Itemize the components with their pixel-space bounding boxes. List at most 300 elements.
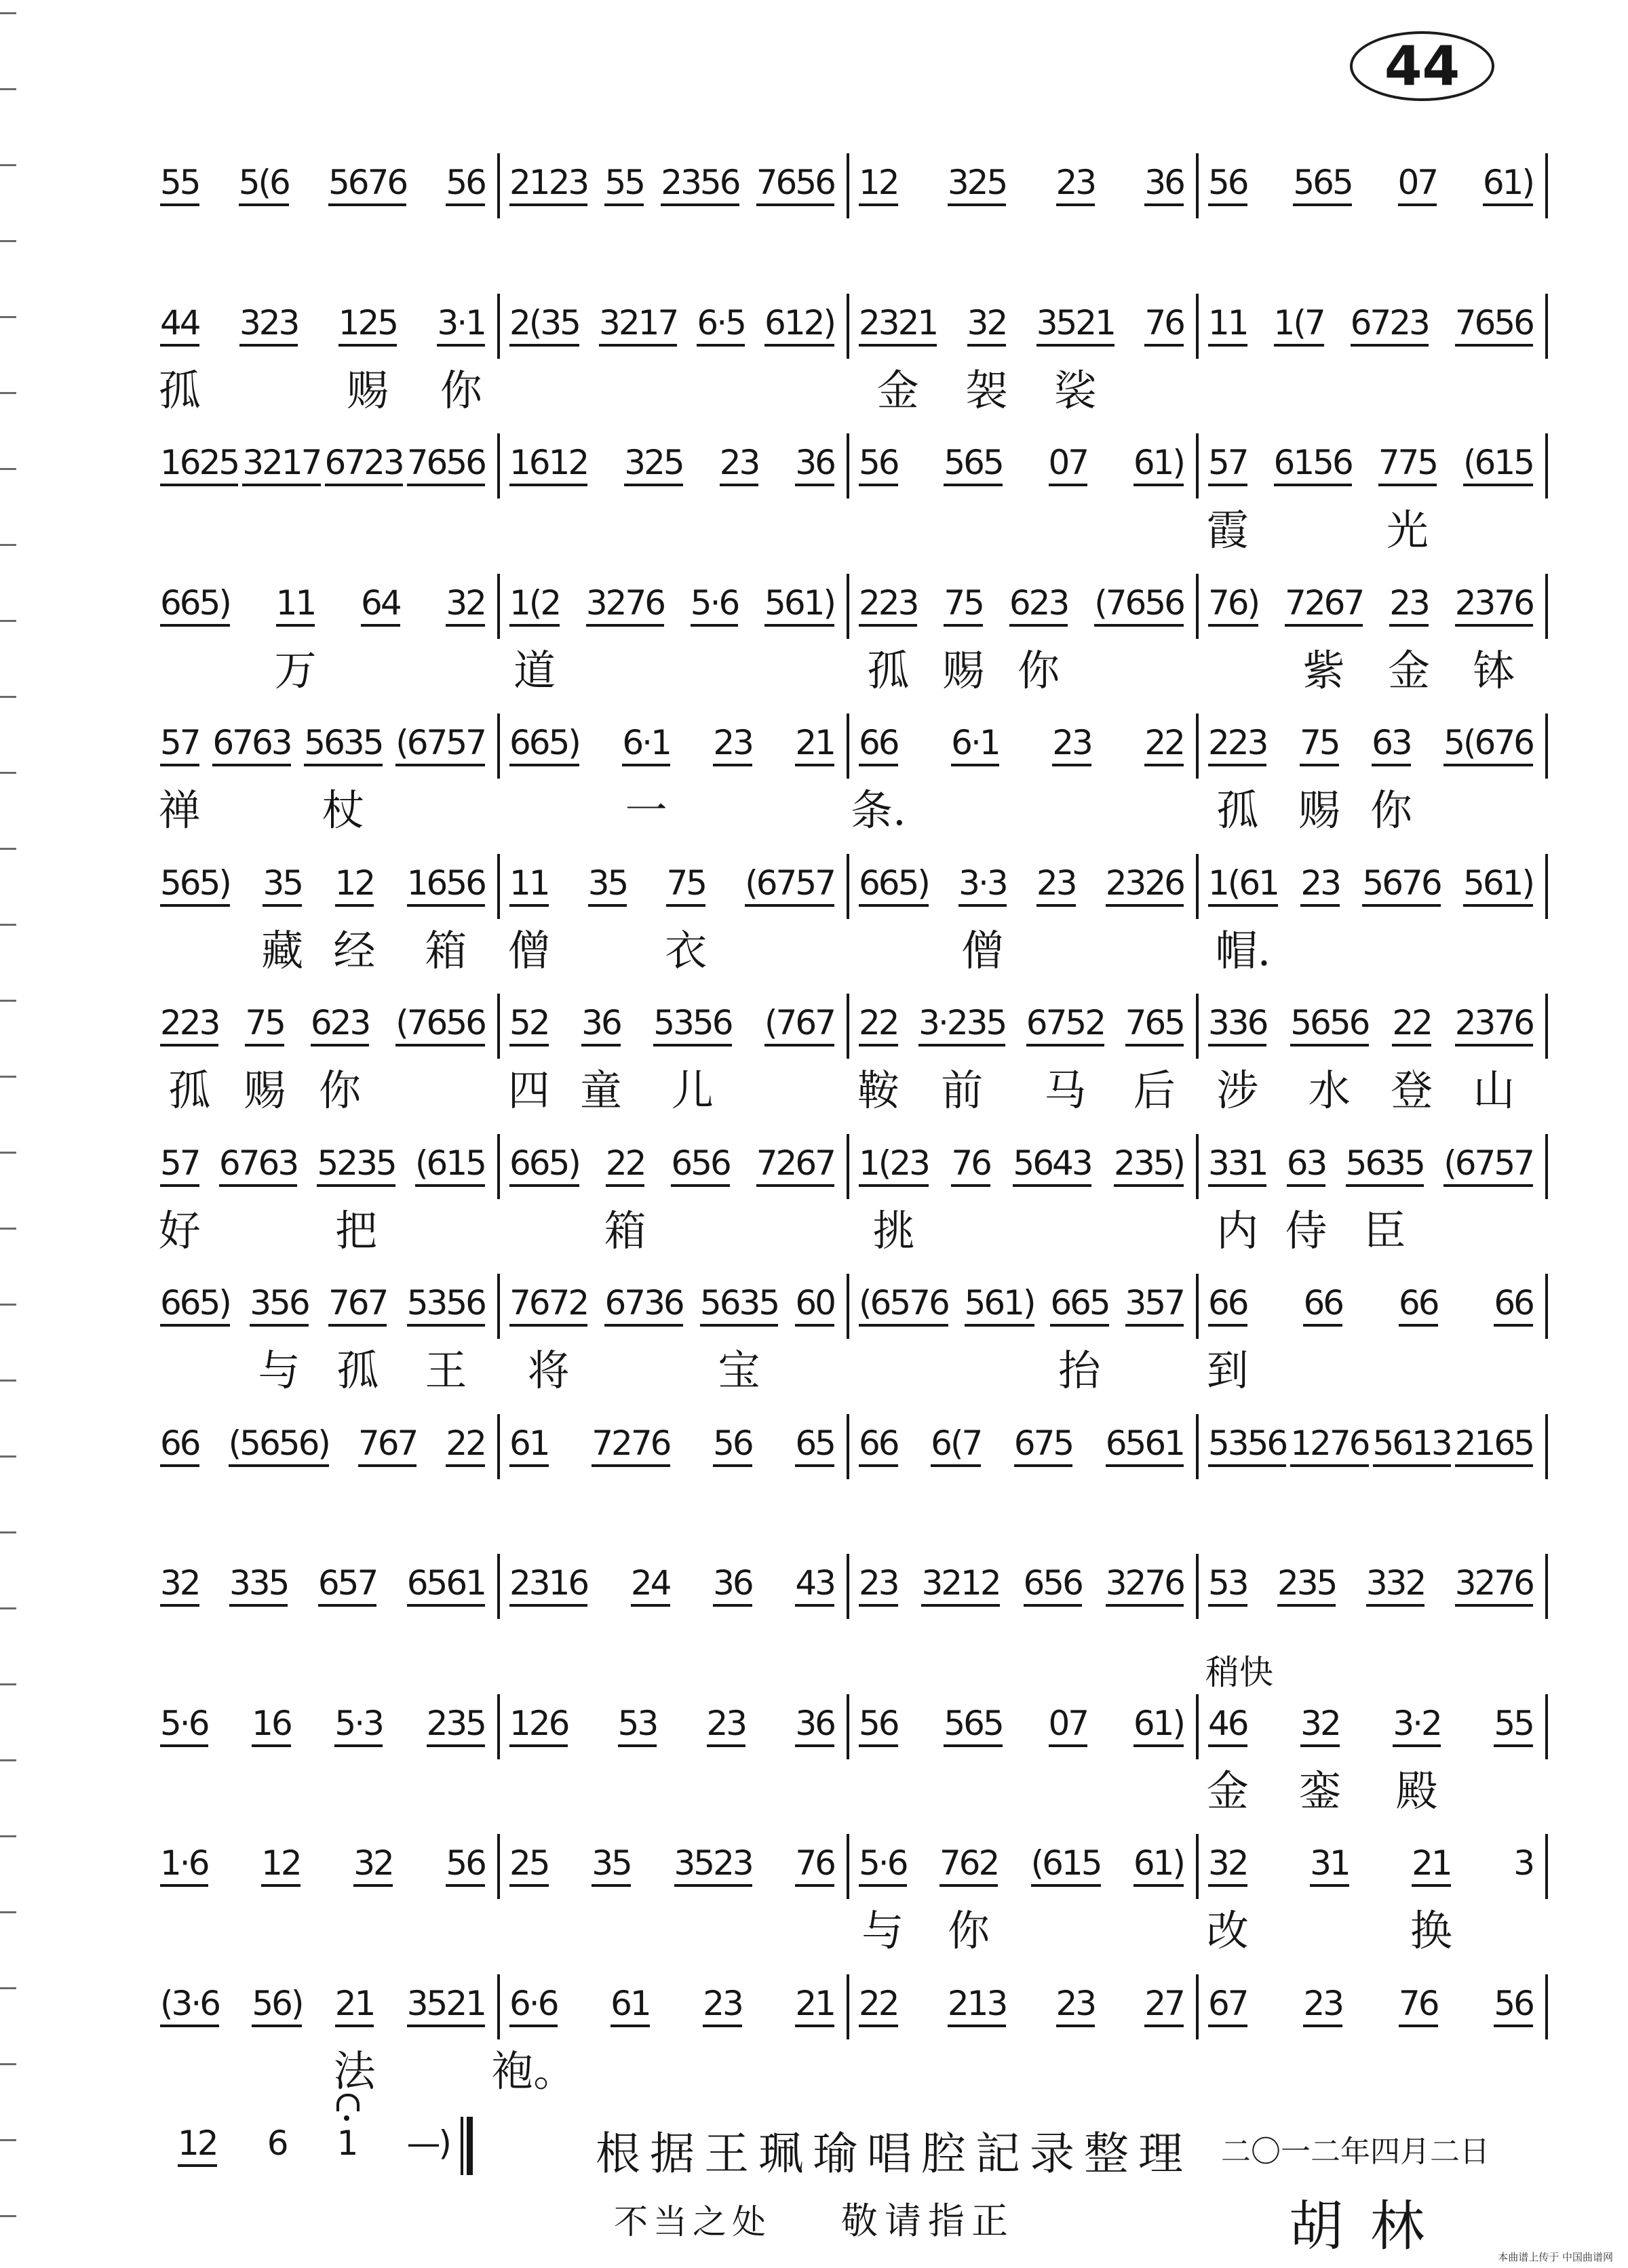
lyric: 万 <box>274 645 317 695</box>
measure <box>849 1424 1199 1471</box>
note-group: 665 <box>1050 1283 1108 1327</box>
note-group: 66 <box>160 1424 199 1467</box>
note-group: 665) <box>859 863 929 907</box>
measure <box>849 863 1199 975</box>
lyric: 臣 <box>1363 1205 1406 1255</box>
note-cell <box>745 863 834 911</box>
note-group: 665) <box>509 723 579 766</box>
note-group: 5635 <box>304 723 382 766</box>
lyric: 钵 <box>1473 645 1515 695</box>
measure <box>500 1003 849 1115</box>
lyric: 王 <box>425 1346 467 1395</box>
note-cell <box>795 1984 834 2031</box>
note-cell <box>1024 1563 1082 1611</box>
note-cell <box>1144 723 1184 770</box>
note-cell <box>661 163 739 210</box>
note-group: 5676 <box>1362 863 1440 907</box>
note-cell <box>160 443 238 490</box>
note-group: 3217 <box>599 303 677 347</box>
note-cell <box>160 1283 230 1331</box>
measure <box>491 1983 849 2096</box>
note-cell <box>158 1143 201 1255</box>
note-group: 61 <box>610 1984 650 2027</box>
note-cell <box>795 723 834 770</box>
lyric: 赐 <box>942 645 985 695</box>
note-cell <box>1463 863 1533 911</box>
score-row <box>151 1003 1548 1115</box>
transcription-credit: 根据王珮瑜唱腔記录整理 <box>596 2128 1193 2180</box>
note-group: 561) <box>965 1283 1034 1327</box>
measure <box>849 1704 1199 1751</box>
score-row <box>151 1563 1548 1611</box>
note-group: 565 <box>944 1704 1002 1747</box>
note-group: 23 <box>1056 163 1096 206</box>
measure <box>849 1003 1199 1115</box>
note-group: 35 <box>263 863 302 907</box>
lyric: 箱 <box>604 1205 646 1255</box>
note-cell <box>703 1984 742 2031</box>
note-cell <box>859 1984 898 2031</box>
note-group: 67 <box>1208 1984 1247 2027</box>
lyric: 袈 <box>965 365 1008 415</box>
lyric: 道 <box>513 645 556 695</box>
measure <box>500 163 849 210</box>
note-cell <box>948 1984 1006 2031</box>
tempo-marking: 稍快 <box>1205 1652 1273 1692</box>
note-group: 23 <box>1300 863 1340 907</box>
note-cell <box>795 1843 834 1891</box>
lyric: 挑 <box>872 1205 915 1255</box>
note-cell <box>939 1843 999 1955</box>
note-group: 767 <box>358 1424 416 1467</box>
note-cell <box>415 1143 485 1191</box>
score-row <box>151 723 1548 835</box>
note-group: 22 <box>606 1143 645 1187</box>
note-group: 3212 <box>921 1563 999 1607</box>
note-group: 6156 <box>1274 443 1352 486</box>
note-group: 623 <box>1009 583 1068 627</box>
measure <box>849 1984 1199 2031</box>
note-group: (767 <box>764 1003 834 1047</box>
measure <box>1199 1003 1548 1115</box>
note-group: 76 <box>951 1143 990 1187</box>
note-group: 5·6 <box>691 583 739 627</box>
note-cell <box>1133 1704 1184 1751</box>
note-group: 665) <box>509 1143 579 1187</box>
note-group: (3·6 <box>160 1984 219 2027</box>
note-cell <box>1274 443 1352 490</box>
note-group: 22 <box>859 1984 898 2027</box>
note-group: 1(7 <box>1274 303 1324 347</box>
note-group: 32 <box>446 583 485 627</box>
note-group: 27 <box>1144 1984 1184 2027</box>
note-cell <box>586 583 664 631</box>
note-cell <box>318 1563 376 1611</box>
note-group: 3217 <box>242 443 320 486</box>
note-cell <box>1443 723 1533 770</box>
lyric: 山 <box>1473 1065 1515 1115</box>
note-cell <box>158 723 201 835</box>
measure <box>151 723 500 835</box>
note-cell <box>1298 723 1340 835</box>
note-group: 56 <box>859 443 898 486</box>
note-cell <box>1310 1843 1349 1891</box>
note-group: 22 <box>446 1424 485 1467</box>
lyric: 童 <box>579 1065 622 1115</box>
note-group: 1276 <box>1290 1424 1368 1467</box>
measure <box>849 443 1199 490</box>
note-group: 21 <box>1412 1843 1451 1887</box>
note-cell <box>1208 1984 1247 2031</box>
note-group: 36 <box>713 1563 752 1607</box>
measure <box>500 443 849 490</box>
note-group: 125 <box>338 303 397 347</box>
note-group: 11 <box>1208 303 1247 347</box>
note-group: 5643 <box>1013 1143 1091 1187</box>
note-group: 75 <box>944 583 983 627</box>
note-group: 75 <box>666 863 705 907</box>
note-group: 53 <box>1208 1563 1247 1607</box>
measure <box>500 1704 849 1751</box>
note-cell <box>1208 1003 1267 1115</box>
note-group: 60 <box>795 1283 834 1327</box>
note-group: 56) <box>252 1984 302 2027</box>
note-cell <box>1208 303 1247 351</box>
note-group: 66 <box>859 723 898 766</box>
note-cell <box>317 1143 395 1255</box>
note-cell <box>604 1143 646 1255</box>
note-cell <box>310 1003 370 1115</box>
note-group: 57 <box>160 1143 199 1187</box>
note-cell <box>507 863 550 975</box>
note-cell <box>1454 1003 1533 1115</box>
note-cell <box>509 1563 587 1611</box>
note-cell <box>1399 1984 1438 2031</box>
note-cell <box>252 1984 302 2031</box>
lyric: 孤 <box>1216 785 1259 835</box>
lyric: 条. <box>850 785 906 835</box>
measure <box>1199 163 1548 210</box>
note-cell <box>674 1843 752 1891</box>
note-cell <box>1494 1984 1533 2031</box>
note-group: 1 <box>336 2124 357 2163</box>
lyric: 你 <box>948 1906 990 1955</box>
note-group: 57 <box>160 723 199 766</box>
note-group: 5635 <box>1346 1143 1424 1187</box>
note-cell <box>261 863 304 975</box>
measure <box>500 583 849 695</box>
note-group: 765 <box>1125 1003 1184 1047</box>
measure <box>500 1843 849 1891</box>
note-cell <box>1208 863 1278 975</box>
note-cell <box>944 443 1002 490</box>
note-cell <box>1455 303 1533 351</box>
note-cell <box>1026 1003 1105 1115</box>
note-group: 2316 <box>509 1563 587 1607</box>
lyric: 孤 <box>867 645 910 695</box>
note-cell <box>1144 303 1184 351</box>
lyric: 把 <box>335 1205 378 1255</box>
measure <box>151 1843 500 1891</box>
note-cell <box>1290 1003 1369 1115</box>
note-group: 24 <box>631 1563 670 1607</box>
note-cell <box>859 163 898 210</box>
lyric: 衣 <box>665 925 708 975</box>
note-cell <box>1293 163 1351 210</box>
note-group: (7656 <box>1094 583 1184 627</box>
note-cell <box>604 1283 682 1331</box>
note-group: 5(6 <box>239 163 289 206</box>
note-group: 331 <box>1208 1143 1266 1187</box>
note-group: 775 <box>1378 443 1437 486</box>
note-group: 6·1 <box>622 723 670 766</box>
lyric: 僧 <box>961 925 1004 975</box>
note-group: 1612 <box>509 443 587 486</box>
lyric: 鞍 <box>857 1065 899 1115</box>
note-group: 7672 <box>509 1283 587 1327</box>
note-cell <box>361 583 400 631</box>
note-group: 57 <box>1208 443 1247 486</box>
note-cell <box>713 723 752 770</box>
note-cell <box>604 163 644 210</box>
note-cell <box>1036 863 1076 911</box>
note-group: 25 <box>509 1843 549 1887</box>
note-cell <box>437 302 485 415</box>
note-group: 325 <box>948 163 1006 206</box>
note-group: 23 <box>1036 863 1076 907</box>
note-group: 335 <box>229 1563 288 1607</box>
score-row <box>151 1843 1548 1955</box>
note-group: 2(35 <box>509 303 579 347</box>
note-cell <box>1483 163 1533 210</box>
note-cell <box>697 303 745 351</box>
measure <box>1199 443 1548 555</box>
note-group: 5356 <box>407 1283 485 1327</box>
note-group: 22 <box>1392 1003 1431 1047</box>
note-cell <box>509 583 560 695</box>
note-group: 5356 <box>1208 1424 1286 1467</box>
note-cell <box>1454 583 1533 695</box>
note-cell <box>304 723 383 835</box>
note-group: 5·3 <box>334 1704 383 1747</box>
measure <box>151 1283 500 1395</box>
note-group: 2123 <box>509 163 587 206</box>
note-cell <box>1494 1283 1533 1331</box>
note-group: 23 <box>720 443 759 486</box>
note-group: 332 <box>1366 1563 1424 1607</box>
measure <box>849 1143 1199 1255</box>
note-group: 3·2 <box>1393 1704 1441 1747</box>
lyric: 赐 <box>244 1065 286 1115</box>
note-cell <box>1144 163 1184 210</box>
note-cell <box>859 1283 948 1331</box>
note-cell <box>579 1003 622 1115</box>
note-cell <box>160 1843 208 1891</box>
note-cell <box>1133 1843 1184 1891</box>
note-cell <box>358 1424 416 1471</box>
lyric: 你 <box>1370 785 1412 835</box>
measure <box>849 583 1199 695</box>
note-cell <box>624 443 682 490</box>
note-group: 75 <box>1300 723 1339 766</box>
lyric: 霞 <box>1206 505 1249 555</box>
note-cell <box>406 863 485 975</box>
note-group: 6 <box>267 2124 287 2163</box>
lyric: 袍。 <box>491 2046 576 2096</box>
note-cell <box>353 1843 393 1891</box>
note-cell <box>1049 443 1088 490</box>
measure <box>151 583 500 695</box>
note-cell <box>509 1704 568 1751</box>
note-cell <box>239 303 298 351</box>
note-cell <box>795 1283 834 1331</box>
measure <box>1199 1652 1548 1816</box>
note-group: 6763 <box>212 723 290 766</box>
note-cell <box>507 1003 550 1115</box>
note-group: 6·1 <box>951 723 999 766</box>
score-row <box>151 302 1548 415</box>
lyric: 后 <box>1133 1065 1176 1115</box>
note-group: 32 <box>967 303 1007 347</box>
note-cell <box>795 443 834 490</box>
note-group: 61) <box>1483 163 1533 206</box>
score-row <box>151 1983 1548 2096</box>
note-cell <box>756 1143 834 1191</box>
note-cell <box>665 863 708 975</box>
note-group: 325 <box>624 443 682 486</box>
note-group: 3521 <box>407 1984 485 2027</box>
note-group: 61 <box>509 1424 549 1467</box>
note-cell <box>1455 1424 1533 1471</box>
note-group: 3 <box>1513 1843 1533 1883</box>
lyric: 金 <box>1206 1765 1249 1816</box>
note-cell <box>948 163 1006 210</box>
measure <box>849 302 1199 415</box>
note-cell <box>1114 1143 1184 1191</box>
lyric: 孤 <box>336 1346 379 1395</box>
lyric: 光 <box>1386 505 1429 555</box>
lyric: 箱 <box>425 925 467 975</box>
note-group: 23 <box>859 1563 898 1607</box>
note-cell <box>1303 1984 1342 2031</box>
score-row <box>151 583 1548 695</box>
note-cell <box>1125 1283 1184 1331</box>
note-group: 23 <box>1389 583 1429 627</box>
note-cell <box>158 302 201 415</box>
note-group: 223 <box>1208 723 1266 766</box>
lyric: 儿 <box>671 1065 714 1115</box>
margin-punch-marks <box>0 0 16 2268</box>
note-group: 12 <box>261 1843 301 1887</box>
note-cell <box>671 1143 729 1191</box>
note-group: 1(23 <box>859 1143 929 1187</box>
note-group: 1625 <box>160 443 238 486</box>
note-group: 53 <box>618 1704 657 1747</box>
lyric: 禅 <box>158 785 201 835</box>
note-cell <box>1050 1283 1109 1395</box>
note-group: 336 <box>1208 1003 1266 1047</box>
note-group: 12 <box>859 163 898 206</box>
note-group: 31 <box>1310 1843 1349 1887</box>
note-cell <box>1455 1563 1533 1611</box>
lyric: 殿 <box>1395 1765 1438 1816</box>
note-group: 16 <box>252 1704 291 1747</box>
note-group: 56 <box>446 1843 485 1887</box>
note-cell <box>334 1704 383 1751</box>
note-cell <box>1370 723 1412 835</box>
note-cell <box>1208 723 1267 835</box>
note-cell <box>857 1003 899 1115</box>
note-group: 612) <box>764 303 834 347</box>
note-group: 66 <box>1208 1283 1247 1327</box>
note-group: 3·235 <box>918 1003 1005 1047</box>
note-cell <box>261 1843 301 1891</box>
note-cell <box>1463 443 1533 490</box>
lyric: 与 <box>861 1906 904 1955</box>
note-cell <box>631 1563 670 1611</box>
measure <box>500 1563 849 1611</box>
measure <box>1199 1143 1548 1255</box>
measure <box>849 1843 1199 1955</box>
lyric: 与 <box>258 1346 301 1395</box>
measure <box>151 1003 500 1115</box>
note-group: 5356 <box>653 1003 731 1047</box>
note-group: 23 <box>707 1704 746 1747</box>
disclaimer-text: 不当之处 <box>614 2202 771 2242</box>
page-number: 44 <box>1350 31 1494 101</box>
note-group: 36 <box>795 1704 834 1747</box>
lyric: 帽. <box>1215 925 1271 975</box>
note-group: 43 <box>795 1563 834 1607</box>
lyric: 紫 <box>1302 645 1345 695</box>
note-cell <box>859 1704 898 1751</box>
note-group: (615 <box>415 1143 485 1187</box>
note-cell <box>859 302 937 415</box>
note-group: 213 <box>948 1984 1006 2027</box>
note-cell <box>242 443 320 490</box>
note-cell <box>160 1424 199 1471</box>
note-cell <box>333 863 376 975</box>
measure <box>1199 1984 1548 2031</box>
lyric: 侍 <box>1285 1205 1327 1255</box>
measure <box>1199 723 1548 835</box>
measure <box>151 1563 500 1611</box>
note-cell <box>1056 1984 1096 2031</box>
note-group: 1(2 <box>509 583 560 627</box>
lyric: 銮 <box>1298 1765 1341 1816</box>
note-cell <box>859 1143 929 1255</box>
note-cell <box>942 583 985 695</box>
note-group: 6752 <box>1026 1003 1104 1047</box>
note-group: 11 <box>276 583 315 627</box>
note-cell <box>219 1143 297 1191</box>
note-cell <box>509 163 587 210</box>
note-group: 32 <box>353 1843 393 1887</box>
note-group: 3521 <box>1036 303 1115 347</box>
note-cell <box>1362 863 1440 911</box>
measure <box>1199 1563 1548 1611</box>
note-cell <box>1208 1143 1267 1255</box>
note-group: 6763 <box>219 1143 297 1187</box>
measure <box>500 303 849 351</box>
note-cell <box>1443 1143 1533 1191</box>
note-group: 3523 <box>674 1843 752 1887</box>
lyric: 内 <box>1216 1205 1259 1255</box>
measure <box>500 1143 849 1255</box>
note-group: 5·6 <box>859 1843 907 1887</box>
note-cell <box>1303 1283 1342 1331</box>
note-group: 56 <box>713 1424 752 1467</box>
